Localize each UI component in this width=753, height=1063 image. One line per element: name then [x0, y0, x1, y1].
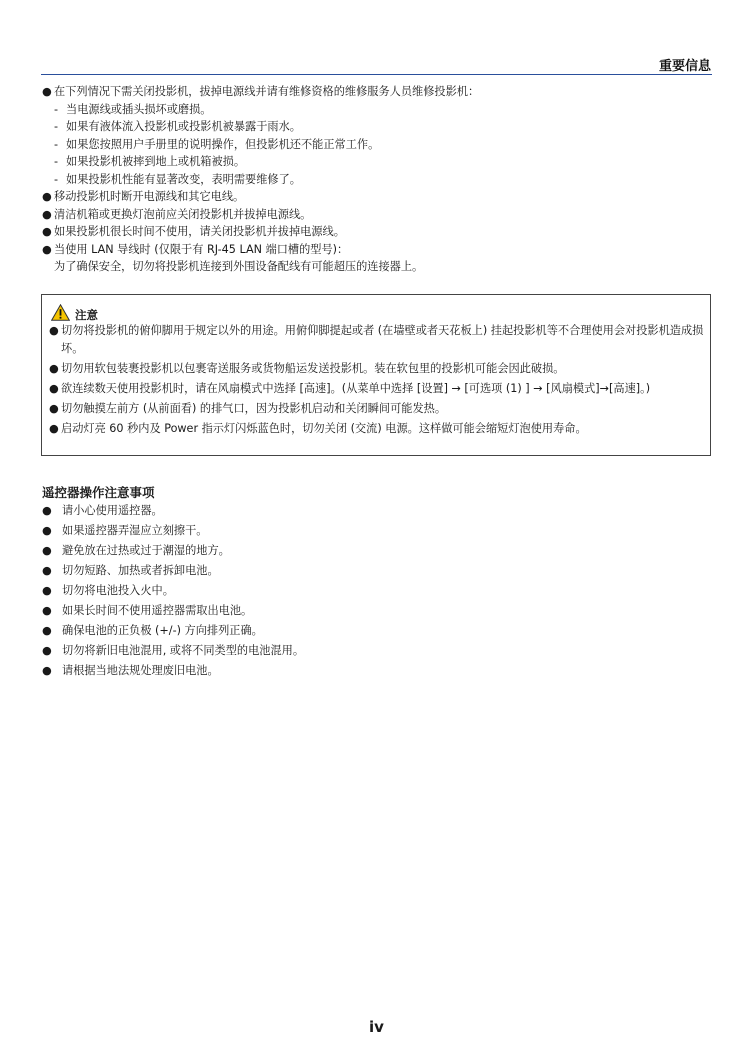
list-item-text: 如果长时间不使用遥控器需取出电池。: [62, 604, 253, 617]
caution-box: [41, 294, 711, 456]
list-item-text: 避免放在过热或过于潮湿的地方。: [62, 544, 230, 557]
remote-list: [42, 502, 702, 682]
bullet-marker: ●: [42, 85, 52, 98]
warning-triangle-icon: [51, 304, 70, 321]
dash-marker: -: [54, 120, 59, 133]
caution-item-text: 启动灯亮 60 秒内及 Power 指示灯闪烁蓝色时，切勿关闭 (交流) 电源。这样做可能会缩短灯泡使用寿命。: [61, 421, 587, 435]
list-item: [42, 502, 702, 522]
list-item-text: 如果投影机被摔到地上或机箱被损。: [66, 155, 246, 168]
bullet-marker: ●: [49, 421, 59, 435]
list-item: [42, 83, 712, 101]
list-item: [42, 101, 712, 119]
list-item: [42, 223, 712, 241]
bullet-marker: ●: [49, 381, 59, 395]
bullet-marker: ●: [42, 524, 52, 537]
caution-item-text: 切勿将投影机的俯仰脚用于规定以外的用途。用俯仰脚提起或者 (在墙壁或者天花板上) 挂起投影机等不合理使用会对投影机造成损坏。: [61, 324, 704, 355]
list-item-text: 为了确保安全，切勿将投影机连接到外围设备配线有可能超压的连接器上。: [54, 260, 424, 273]
list-item-text: 移动投影机时断开电源线和其它电线。: [54, 190, 245, 203]
bullet-marker: ●: [42, 544, 52, 557]
list-item-text: 如果投影机很长时间不使用，请关闭投影机并拔掉电源线。: [54, 225, 345, 238]
list-item-text: 确保电池的正负极 (+/-) 方向排列正确。: [62, 624, 263, 637]
list-item: [42, 171, 712, 189]
dash-marker: -: [54, 137, 59, 151]
caution-list: [49, 322, 705, 437]
list-item-text: 切勿短路、加热或者拆卸电池。: [62, 564, 219, 577]
list-item-continuation: [42, 258, 712, 276]
list-item: [42, 642, 702, 662]
bullet-marker: ●: [42, 644, 52, 657]
section-header-title: 重要信息: [658, 59, 711, 74]
list-item: [42, 241, 712, 259]
list-item-text: 在下列情况下需关闭投影机，拔掉电源线并请有维修资格的维修服务人员维修投影机：: [54, 85, 480, 98]
list-item: [42, 522, 702, 542]
list-item-text: 切勿将新旧电池混用, 或将不同类型的电池混用。: [62, 644, 305, 657]
list-item-text: 如果遥控器弄湿应立刻擦干。: [62, 524, 208, 537]
bullet-marker: ●: [42, 207, 52, 221]
bullet-marker: ●: [42, 242, 52, 256]
caution-item-text: 欲连续数天使用投影机时，请在风扇模式中选择 [高速]。(从菜单中选择 [设置] → [可选项 (1) ] → [风扇模式]→[高速]。): [61, 381, 651, 395]
bullet-marker: ●: [42, 584, 52, 597]
list-item: [42, 206, 712, 224]
caution-item: [49, 400, 705, 418]
list-item-text: 当电源线或插头损坏或磨损。: [66, 102, 212, 116]
list-item-text: 当使用 LAN 导线时 (仅限于有 RJ-45 LAN 端口槽的型号)：: [54, 242, 349, 256]
list-item-text: 切勿将电池投入火中。: [62, 584, 174, 597]
dash-marker: -: [54, 155, 59, 168]
list-item-text: 如果您按照用户手册里的说明操作，但投影机还不能正常工作。: [66, 137, 380, 151]
caution-title: 注意: [75, 308, 98, 322]
bullet-marker: ●: [49, 361, 59, 375]
bullet-marker: ●: [42, 504, 52, 517]
dash-marker: -: [54, 172, 59, 186]
list-item: [42, 562, 702, 582]
page-number: iv: [369, 1018, 384, 1036]
bullet-marker: ●: [42, 604, 52, 617]
list-item: [42, 582, 702, 602]
bullet-marker: ●: [42, 190, 52, 203]
header-divider: [41, 74, 712, 75]
list-item: [42, 136, 712, 154]
bullet-marker: ●: [49, 324, 59, 337]
caution-item: [49, 380, 705, 398]
list-item: [42, 602, 702, 622]
list-item: [42, 622, 702, 642]
bullet-marker: ●: [42, 225, 52, 238]
list-item-text: 如果有液体流入投影机或投影机被暴露于雨水。: [66, 120, 301, 133]
list-item-text: 清洁机箱或更换灯泡前应关闭投影机并拔掉电源线。: [54, 207, 312, 221]
caution-item: [49, 360, 705, 378]
list-item: [42, 118, 712, 136]
caution-item: [49, 420, 705, 438]
bullet-marker: ●: [42, 664, 52, 677]
list-item-text: 如果投影机性能有显著改变，表明需要维修了。: [66, 172, 301, 186]
caution-item-text: 切勿触摸左前方 (从前面看) 的排气口，因为投影机启动和关闭瞬间可能发热。: [61, 401, 447, 415]
bullet-marker: ●: [49, 401, 59, 415]
list-item-text: 请小心使用遥控器。: [62, 504, 163, 517]
list-item: [42, 662, 702, 682]
caution-item: [49, 322, 705, 357]
remote-section-title: 遥控器操作注意事项: [42, 485, 155, 500]
safety-list: [42, 83, 712, 276]
caution-item-text: 切勿用软包装裹投影机以包裹寄送服务或货物船运发送投影机。装在软包里的投影机可能会因此破损。: [61, 361, 565, 375]
dash-marker: -: [54, 102, 59, 116]
bullet-marker: ●: [42, 564, 52, 577]
list-item: [42, 153, 712, 171]
list-item: [42, 188, 712, 206]
bullet-marker: ●: [42, 624, 52, 637]
list-item-text: 请根据当地法规处理废旧电池。: [62, 664, 219, 677]
list-item: [42, 542, 702, 562]
